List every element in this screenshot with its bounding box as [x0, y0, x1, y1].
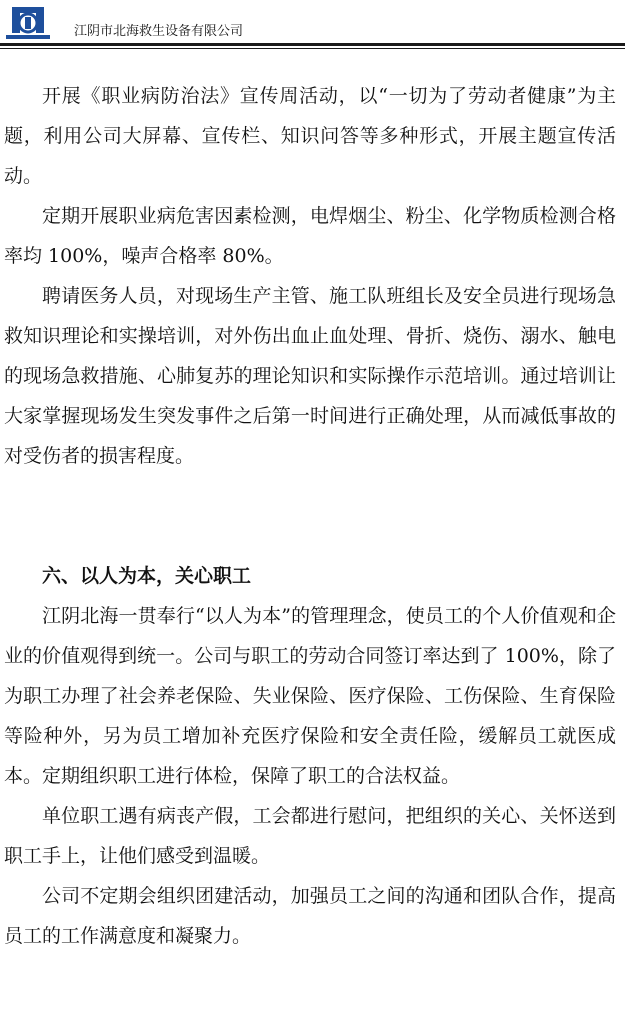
- paragraph-condolence: 单位职工遇有病丧产假，工会都进行慰问，把组织的关心、关怀送到职工手上，让他们感受到温暖。: [4, 805, 616, 867]
- header-rule-thin: [0, 48, 625, 49]
- company-logo: [2, 3, 54, 43]
- document-body: [4, 76, 616, 956]
- paragraph-hazard-testing: 定期开展职业病危害因素检测，电焊烟尘、粉尘、化学物质检测合格率均 100%，噪声合格率 80%。: [4, 205, 616, 267]
- paragraph-team-building: 公司不定期会组织团建活动，加强员工之间的沟通和团队合作，提高员工的工作满意度和凝聚力。: [4, 885, 616, 947]
- section-heading: 六、以人为本，关心职工: [42, 565, 252, 587]
- paragraph-first-aid-training: 聘请医务人员，对现场生产主管、施工队班组长及安全员进行现场急救知识理论和实操培训，对外伤出血止血处理、骨折、烧伤、溺水、触电的现场急救措施、心肺复苏的理论知识和实际操作示范培训。通过培训让大家掌握现场发生突发事件之后第一时间进行正确处理，从而减低事故的对受伤者的损害程度。: [4, 285, 616, 467]
- paragraph-publicity-week: 开展《职业病防治法》宣传周活动，以“一切为了劳动者健康”为主题，利用公司大屏幕、宣传栏、知识问答等多种形式，开展主题宣传活动。: [4, 85, 616, 187]
- page-header: [0, 0, 643, 50]
- paragraph-people-oriented: 江阴北海一贯奉行“以人为本”的管理理念，使员工的个人价值观和企业的价值观得到统一。公司与职工的劳动合同签订率达到了 100%，除了为职工办理了社会养老保险、失业保险、医疗保险、工伤保险、生育保险等险种外，另为员工增加补充医疗保险和安全责任险，缓解员工就医成本。定期组织职工进行体检，保障了职工的合法权益。: [4, 605, 616, 787]
- header-rule-thick: [0, 43, 625, 46]
- company-name: 江阴市北海救生设备有限公司: [74, 24, 244, 39]
